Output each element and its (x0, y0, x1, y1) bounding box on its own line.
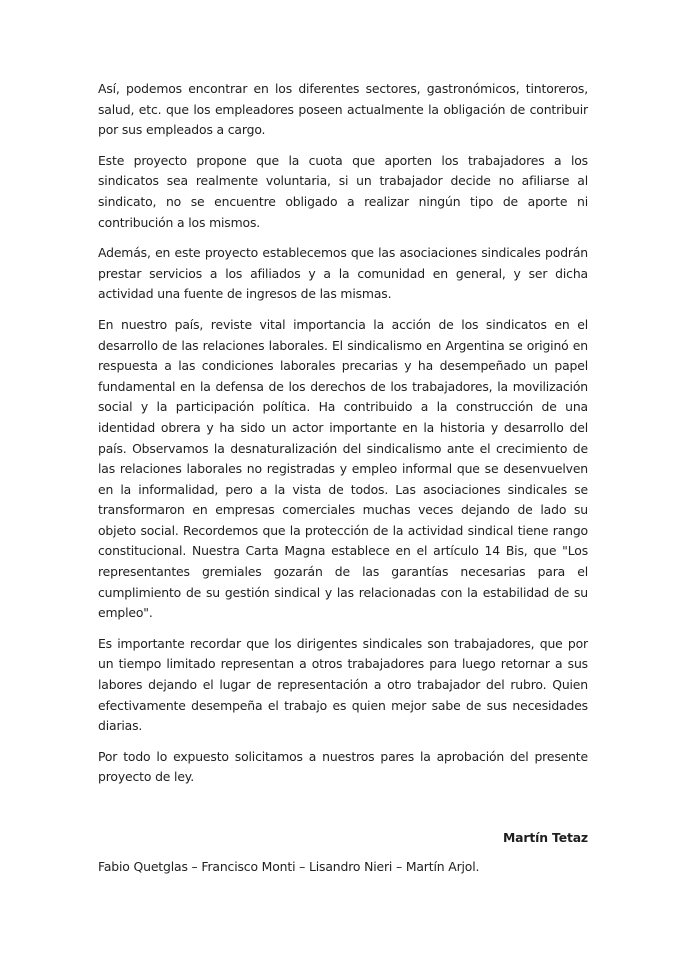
document-page (98, 79, 588, 877)
paragraph-voluntary-fee: Este proyecto propone que la cuota que aporten los trabajadores a los sindicatos sea realmente voluntaria, si un trabajador decide no afiliarse al sindicato, no se encuentre obligado a realizar ningún tipo de aporte ni contribución a los mismos. (98, 152, 588, 230)
author-signature: Martín Tetaz (502, 830, 588, 845)
paragraph-services: Además, en este proyecto establecemos que las asociaciones sindicales podrán prestar servicios a los afiliados y a la comunidad en general, y ser dicha actividad una fuente de ingresos de las mismas. (98, 245, 588, 302)
cosigners-list: Fabio Quetglas – Francisco Monti – Lisandro Nieri – Martín Arjol. (98, 858, 480, 874)
paragraph-union-leaders: Es importante recordar que los dirigentes sindicales son trabajadores, que por un tiempo limitado representan a otros trabajadores para luego retornar a sus labores dejando el lugar de representación a otro trabajador del rubro. Quien efectivamente desempeña el trabajo es quien mejor sabe de sus necesidades diarias. (98, 635, 588, 734)
paragraph-sectors: Así, podemos encontrar en los diferentes sectores, gastronómicos, tintoreros, salud, etc. que los empleadores poseen actualmente la obligación de contribuir por sus empleados a cargo. (98, 81, 588, 138)
paragraph-conclusion: Por todo lo expuesto solicitamos a nuestros pares la aprobación del presente proyecto de ley. (98, 748, 588, 785)
paragraph-unions-history: En nuestro país, reviste vital importancia la acción de los sindicatos en el desarrollo de las relaciones laborales. El sindicalismo en Argentina se originó en respuesta a las condiciones laborales precarias y ha desempeñado un papel fundamental en la defensa de los derechos de los trabajadores, la movilización social y la participación política. Ha contribuido a la construcción de una identidad obrera y ha sido un actor importante en la historia y desarrollo del país. Observamos la desnaturalización del sindicalismo ante el crecimiento de las relaciones laborales no registradas y empleo informal que se desenvuelven en la informalidad, pero a la vista de todos. Las asociaciones sindicales se transformaron en empresas comerciales muchas veces dejando de lado su objeto social. Recordemos que la protección de la actividad sindical tiene rango constitucional. Nuestra Carta Magna establece en el artículo 14 Bis, que "Los representantes gremiales gozarán de las garantías necesarias para el cumplimiento de su gestión sindical y las relacionadas con la estabilidad de su empleo". (98, 316, 588, 621)
